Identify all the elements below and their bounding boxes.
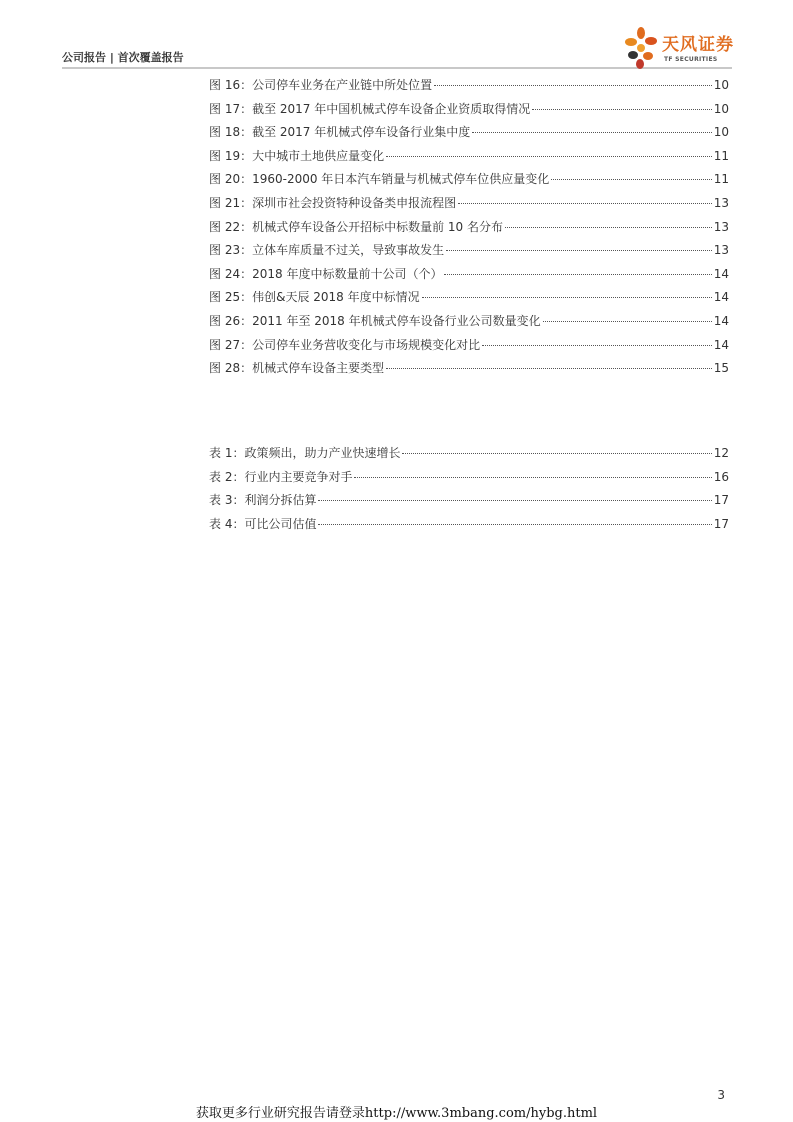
report-type: 公司报告 | 首次覆盖报告 <box>62 51 184 64</box>
toc-entry-label: 图 18：截至 2017 年机械式停车设备行业集中度 <box>209 125 471 140</box>
toc-entry[interactable] <box>209 359 729 383</box>
toc-dot-leader <box>458 203 712 204</box>
toc-entry-page: 13 <box>713 243 729 258</box>
toc-dot-leader <box>505 227 712 228</box>
toc-dot-leader <box>482 345 712 346</box>
toc-entry[interactable] <box>209 76 729 100</box>
footer-link-text: 获取更多行业研究报告请登录http://www.3mbang.com/hybg.html <box>195 1106 598 1121</box>
toc-entry[interactable] <box>209 444 729 468</box>
toc-dot-leader <box>422 297 712 298</box>
toc-entry-label: 图 23：立体车库质量不过关，导致事故发生 <box>209 243 445 258</box>
toc-dot-leader <box>402 453 711 454</box>
toc-entry-label: 图 25：伟创&天辰 2018 年度中标情况 <box>209 290 420 305</box>
toc-entry-page: 14 <box>713 266 729 281</box>
toc-dot-leader <box>318 500 711 501</box>
toc-entry[interactable] <box>209 265 729 289</box>
toc-dot-leader <box>318 524 711 525</box>
toc-entry-page: 11 <box>713 172 729 187</box>
toc-entry-label: 表 3：利润分拆估算 <box>209 493 317 508</box>
toc-entry-label: 图 22：机械式停车设备公开招标中标数量前 10 名分布 <box>209 219 503 234</box>
toc-dot-leader <box>386 368 712 369</box>
logo-english-text: TF SECURITIES <box>664 56 718 63</box>
toc-entry-label: 表 4：可比公司估值 <box>209 516 317 531</box>
logo-chinese-text: 天风证券 <box>662 35 734 55</box>
toc-entry[interactable] <box>209 194 729 218</box>
toc-entry-label: 图 27：公司停车业务营收变化与市场规模变化对比 <box>209 337 481 352</box>
toc-entry-label: 图 26：2011 年至 2018 年机械式停车设备行业公司数量变化 <box>209 313 541 328</box>
toc-dot-leader <box>472 132 711 133</box>
toc-entry-page: 10 <box>713 125 729 140</box>
toc-dot-leader <box>386 156 712 157</box>
toc-dot-leader <box>434 85 712 86</box>
figure-list <box>209 76 729 383</box>
toc-entry-page: 14 <box>713 337 729 352</box>
toc-entry[interactable] <box>209 170 729 194</box>
toc-entry[interactable] <box>209 123 729 147</box>
toc-entry-page: 16 <box>713 469 729 484</box>
company-logo <box>624 26 734 70</box>
toc-entry-label: 图 17：截至 2017 年中国机械式停车设备企业资质取得情况 <box>209 101 531 116</box>
toc-dot-leader <box>532 109 711 110</box>
toc-entry-label: 图 19：大中城市土地供应量变化 <box>209 148 385 163</box>
toc-entry-page: 11 <box>713 148 729 163</box>
page-number: 3 <box>717 1088 725 1102</box>
table-list <box>209 444 729 538</box>
toc-entry-page: 17 <box>713 516 729 531</box>
toc-dot-leader <box>444 274 711 275</box>
toc-entry[interactable] <box>209 218 729 242</box>
toc-entry[interactable] <box>209 515 729 539</box>
toc-entry-label: 表 2：行业内主要竞争对手 <box>209 469 353 484</box>
toc-entry-label: 图 20：1960-2000 年日本汽车销量与机械式停车位供应量变化 <box>209 172 550 187</box>
toc-entry[interactable] <box>209 100 729 124</box>
toc-dot-leader <box>543 321 712 322</box>
toc-entry-label: 图 21：深圳市社会投资特种设备类申报流程图 <box>209 195 457 210</box>
toc-entry-page: 13 <box>713 195 729 210</box>
flower-logo-icon <box>624 26 660 70</box>
toc-entry-page: 10 <box>713 101 729 116</box>
toc-entry-label: 表 1：政策频出，助力产业快速增长 <box>209 446 401 460</box>
toc-entry-page: 10 <box>713 78 729 92</box>
toc-entry-label: 图 28：机械式停车设备主要类型 <box>209 361 385 376</box>
toc-entry[interactable] <box>209 336 729 360</box>
toc-entry-page: 15 <box>713 361 729 376</box>
toc-entry-page: 13 <box>713 219 729 234</box>
toc-dot-leader <box>354 477 711 478</box>
toc-entry-page: 14 <box>713 290 729 305</box>
toc-entry-page: 17 <box>713 493 729 508</box>
toc-entry-page: 12 <box>713 446 729 460</box>
toc-dot-leader <box>551 179 711 180</box>
toc-dot-leader <box>446 250 712 251</box>
toc-entry-page: 14 <box>713 313 729 328</box>
toc-entry[interactable] <box>209 288 729 312</box>
toc-entry[interactable] <box>209 468 729 492</box>
toc-entry-label: 图 16：公司停车业务在产业链中所处位置 <box>209 78 433 92</box>
toc-entry[interactable] <box>209 491 729 515</box>
toc-entry[interactable] <box>209 147 729 171</box>
toc-entry-label: 图 24：2018 年度中标数量前十公司（个） <box>209 266 443 281</box>
toc-entry[interactable] <box>209 241 729 265</box>
toc-entry[interactable] <box>209 312 729 336</box>
